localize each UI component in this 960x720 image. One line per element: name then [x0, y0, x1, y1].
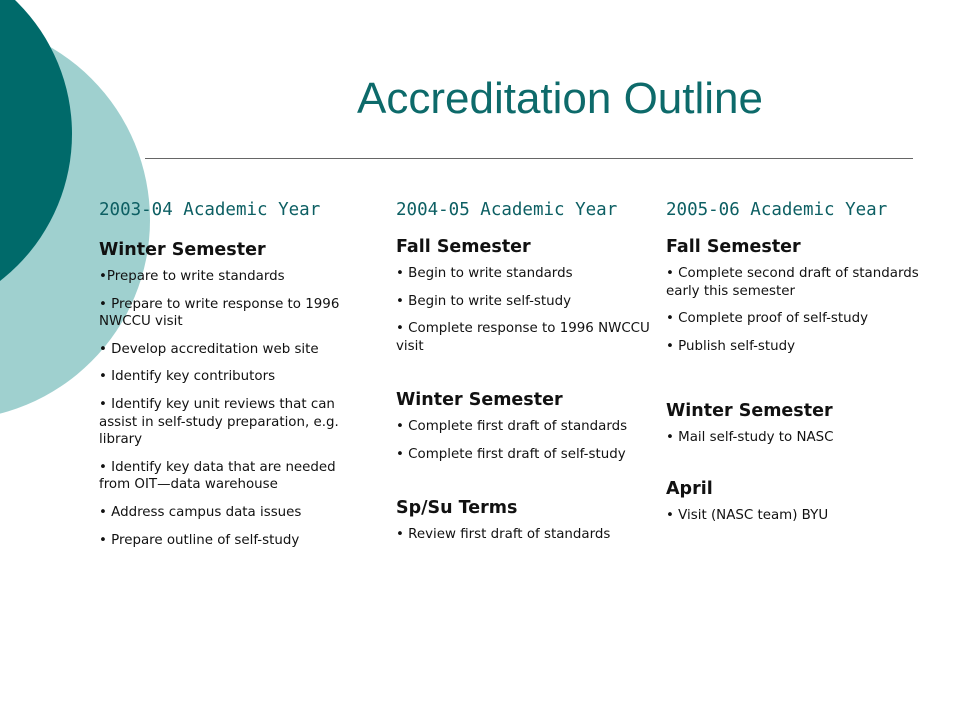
list-item-text: Begin to write standards [403, 266, 573, 281]
list-item-text: Complete first draft of self-study [403, 446, 626, 462]
list-item [99, 296, 361, 331]
list-item-text: Prepare outline of self-study [106, 532, 300, 548]
list-item-text: Develop accreditation web site [106, 341, 319, 357]
list-item [99, 341, 361, 359]
section-title: Winter Semester [396, 390, 563, 411]
list-item [396, 320, 658, 355]
list-item [99, 268, 361, 286]
academic-year-column-2004-05 [396, 199, 658, 553]
list-item-text: Mail self-study to NASC [673, 430, 834, 446]
bullet-icon: • [396, 293, 404, 309]
list-item [666, 429, 928, 447]
bullet-icon: • [396, 266, 404, 281]
bullet-icon: • [666, 507, 674, 523]
list-item-text: Identify key unit reviews that can assist in self-study preparation, e.g. library [99, 396, 339, 448]
academic-year-column-2005-06 [666, 199, 928, 535]
list-item-text: Prepare to write response to 1996 NWCCU visit [99, 296, 340, 330]
list-item [99, 504, 361, 522]
bullet-icon: • [666, 430, 674, 446]
bullet-icon: • [99, 369, 107, 385]
section-title: Fall Semester [396, 237, 531, 257]
section-title: Sp/Su Terms [396, 497, 518, 518]
bullet-icon: • [666, 338, 674, 354]
list-item-text: Identify key data that are needed from OIT—data warehouse [99, 459, 336, 493]
list-item [666, 310, 928, 328]
winter-semester-section [99, 239, 361, 549]
bullet-icon: • [666, 266, 674, 281]
bullet-icon: • [99, 296, 107, 312]
list-item-text: Complete second draft of standards early this semester [666, 266, 919, 299]
list-item [396, 446, 658, 464]
fall-semester-section [666, 236, 928, 355]
bullet-icon: • [99, 532, 107, 548]
section-title: Winter Semester [666, 401, 833, 422]
bullet-icon: • [99, 504, 107, 520]
bullet-icon: • [99, 269, 107, 284]
section-title: Winter Semester [99, 240, 266, 260]
academic-year-column-2003-04 [99, 199, 361, 559]
bullet-icon: • [396, 526, 404, 542]
academic-year-heading: 2004-05 Academic Year [396, 200, 618, 220]
bullet-icon: • [396, 321, 404, 337]
slide-title: Accreditation Outline [357, 74, 763, 123]
list-item-text: Publish self-study [673, 338, 796, 354]
list-item [99, 396, 361, 449]
list-item [396, 265, 658, 283]
list-item [666, 507, 928, 525]
list-item [99, 532, 361, 550]
bullet-icon: • [396, 446, 404, 462]
list-item [666, 265, 928, 300]
bullet-icon: • [666, 311, 674, 327]
list-item [396, 418, 658, 436]
list-item-text: Begin to write self-study [403, 293, 572, 309]
title-divider [145, 158, 913, 159]
section-title: April [666, 478, 713, 499]
april-section [666, 478, 928, 525]
list-item [666, 338, 928, 356]
list-item [396, 526, 658, 544]
list-item [99, 459, 361, 494]
winter-semester-section [666, 400, 928, 447]
bullet-icon: • [99, 341, 107, 357]
winter-semester-section [396, 389, 658, 463]
bullet-icon: • [396, 419, 404, 435]
list-item-text: Review first draft of standards [403, 526, 611, 542]
section-title: Fall Semester [666, 237, 801, 257]
list-item-text: Visit (NASC team) BYU [673, 507, 829, 523]
list-item [99, 368, 361, 386]
academic-year-heading: 2003-04 Academic Year [99, 200, 321, 220]
bullet-icon: • [99, 396, 107, 412]
list-item-text: Complete proof of self-study [673, 311, 869, 327]
spring-summer-terms-section [396, 497, 658, 544]
list-item [396, 293, 658, 311]
academic-year-heading: 2005-06 Academic Year [666, 200, 888, 220]
list-item-text: Prepare to write standards [106, 269, 285, 284]
list-item-text: Address campus data issues [106, 504, 302, 520]
fall-semester-section [396, 236, 658, 355]
list-item-text: Complete response to 1996 NWCCU visit [396, 321, 650, 354]
list-item-text: Complete first draft of standards [403, 419, 628, 435]
list-item-text: Identify key contributors [106, 369, 276, 385]
bullet-icon: • [99, 459, 107, 475]
